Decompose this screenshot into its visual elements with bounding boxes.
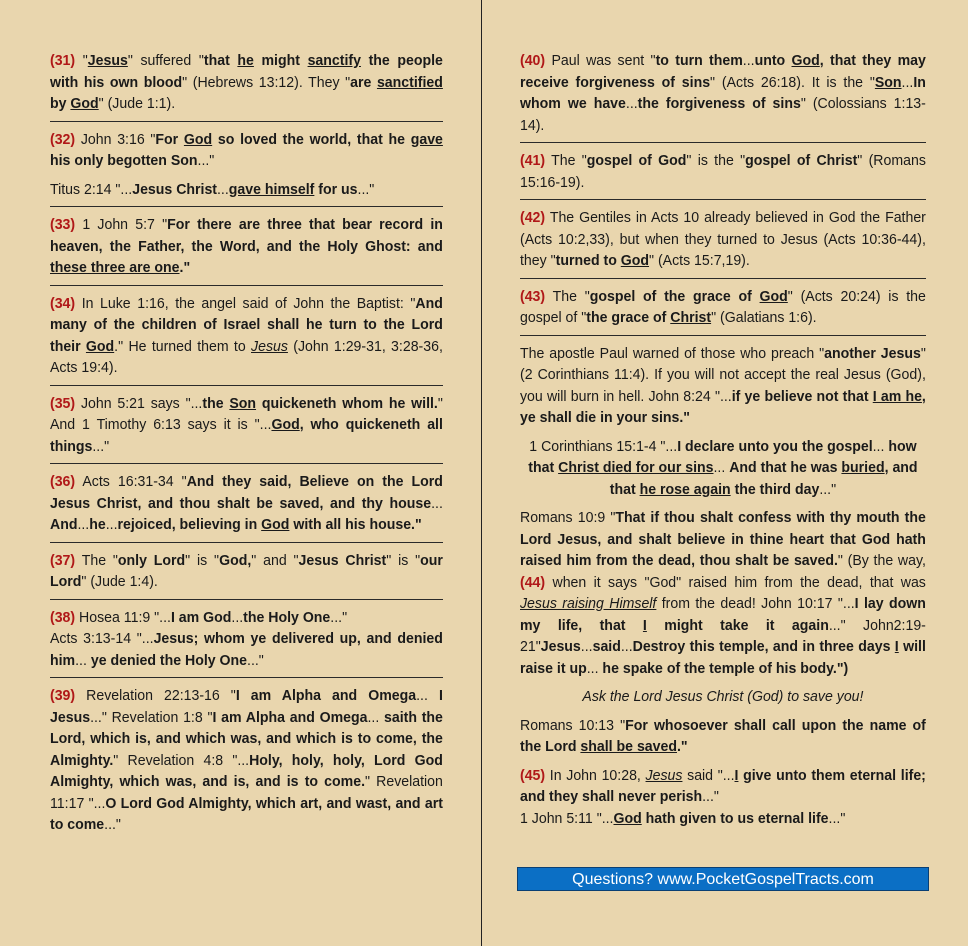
point-43: (43) The "gospel of the grace of God" (Acts 20:24) is the gospel of "the grace of Christ" (Galatians 1:6). bbox=[520, 287, 926, 326]
separator bbox=[50, 677, 443, 678]
questions-link-button[interactable]: Questions? www.PocketGospelTracts.com bbox=[517, 867, 929, 891]
corinthians-paragraph: 1 Corinthians 15:1-4 "...I declare unto you the gospel... how that Christ died for our sins... And that he was buried, and that he rose again the third day..." bbox=[528, 437, 918, 498]
point-41: (41) The "gospel of God" is the "gospel of Christ" (Romans 15:16-19). bbox=[520, 152, 926, 191]
separator bbox=[50, 385, 443, 386]
right-column bbox=[520, 50, 926, 829]
separator bbox=[520, 199, 926, 200]
separator bbox=[50, 463, 443, 464]
point-45: (45) In John 10:28, Jesus said "...I give unto them eternal life; and they shall never perish..." bbox=[520, 766, 926, 805]
column-divider bbox=[481, 0, 482, 946]
separator bbox=[50, 206, 443, 207]
warning-paragraph: The apostle Paul warned of those who preach "another Jesus" (2 Corinthians 11:4). If you will not accept the real Jesus (God), you will burn in hell. John 8:24 "...if ye believe not that I am he, ye shall die in your sins." bbox=[520, 344, 926, 426]
point-36: (36) Acts 16:31-34 "And they said, Believe on the Lord Jesus Christ, and thou shalt be saved, and thy house... And...he...rejoiced, believing in God with all his house." bbox=[50, 473, 443, 533]
separator bbox=[50, 121, 443, 122]
point-35: (35) John 5:21 says "...the Son quickeneth whom he will." And 1 Timothy 6:13 says it is "...God, who quickeneth all things..." bbox=[50, 394, 443, 455]
separator bbox=[520, 142, 926, 143]
point-38: (38) Hosea 11:9 "...I am God...the Holy One..." bbox=[50, 608, 348, 626]
point-40: (40) Paul was sent "to turn them...unto God, that they may receive forgiveness of sins" (Acts 26:18). It is the "Son...In whom we have...the forgiveness of sins" (Colossians 1:13-14). bbox=[520, 52, 926, 134]
point-32-titus: Titus 2:14 "...Jesus Christ...gave himself for us..." bbox=[50, 180, 375, 198]
left-column bbox=[50, 50, 443, 836]
separator bbox=[50, 599, 443, 600]
romans-paragraph: Romans 10:9 "That if thou shalt confess with thy mouth the Lord Jesus, and shalt believe in thine heart that God hath raised him from the dead, thou shalt be saved." (By the way, (44) when it says "God" raised him from the dead, that was Jesus raising Himself from the dead! John 10:17 "...I lay down my life, that I might take it again..." John2:19-21"Jesus...said...Destroy this temple, and in three days I will raise it up... he spake of the temple of his body.") bbox=[520, 509, 926, 677]
separator bbox=[50, 542, 443, 543]
point-42: (42) The Gentiles in Acts 10 already believed in God the Father (Acts 10:2,33), but when they turned to Jesus (Acts 10:36-44), they "turned to God" (Acts 15:7,19). bbox=[520, 209, 926, 269]
point-37: (37) The "only Lord" is "God," and "Jesus Christ" is "our Lord" (Jude 1:4). bbox=[50, 551, 443, 590]
point-34: (34) In Luke 1:16, the angel said of John the Baptist: "And many of the children of Israel shall he turn to the Lord their God." He turned them to Jesus (John 1:29-31, 3:28-36, Acts 19:4). bbox=[50, 294, 443, 376]
point-38-acts: Acts 3:13-14 "...Jesus; whom ye delivered up, and denied him... ye denied the Holy One..." bbox=[50, 630, 443, 669]
point-45-john: 1 John 5:11 "...God hath given to us eternal life..." bbox=[520, 809, 846, 827]
point-31: (31) "Jesus" suffered "that he might sanctify the people with his own blood" (Hebrews 13:12). They "are sanctified by God" (Jude 1:1). bbox=[50, 52, 443, 112]
point-32: (32) John 3:16 "For God so loved the world, that he gave his only begotten Son..." bbox=[50, 130, 443, 169]
romans-10-13: Romans 10:13 "For whosoever shall call upon the name of the Lord shall be saved." bbox=[520, 716, 926, 755]
point-33: (33) 1 John 5:7 "For there are three that bear record in heaven, the Father, the Word, and the Holy Ghost: and these three are one." bbox=[50, 216, 443, 276]
separator bbox=[520, 278, 926, 279]
separator bbox=[520, 335, 926, 336]
call-to-action: Ask the Lord Jesus Christ (God) to save you! bbox=[582, 688, 864, 705]
separator bbox=[50, 285, 443, 286]
point-39: (39) Revelation 22:13-16 "I am Alpha and Omega... I Jesus..." Revelation 1:8 "I am Alpha and Omega... saith the Lord, which is, and which was, and which is to come, the Almighty." Revelation 4:8 "...Holy, holy, holy, Lord God Almighty, which was, and is, and is to come." Revelation 11:17 "...O Lord God Almighty, which art, and wast, and art to come..." bbox=[50, 687, 443, 833]
